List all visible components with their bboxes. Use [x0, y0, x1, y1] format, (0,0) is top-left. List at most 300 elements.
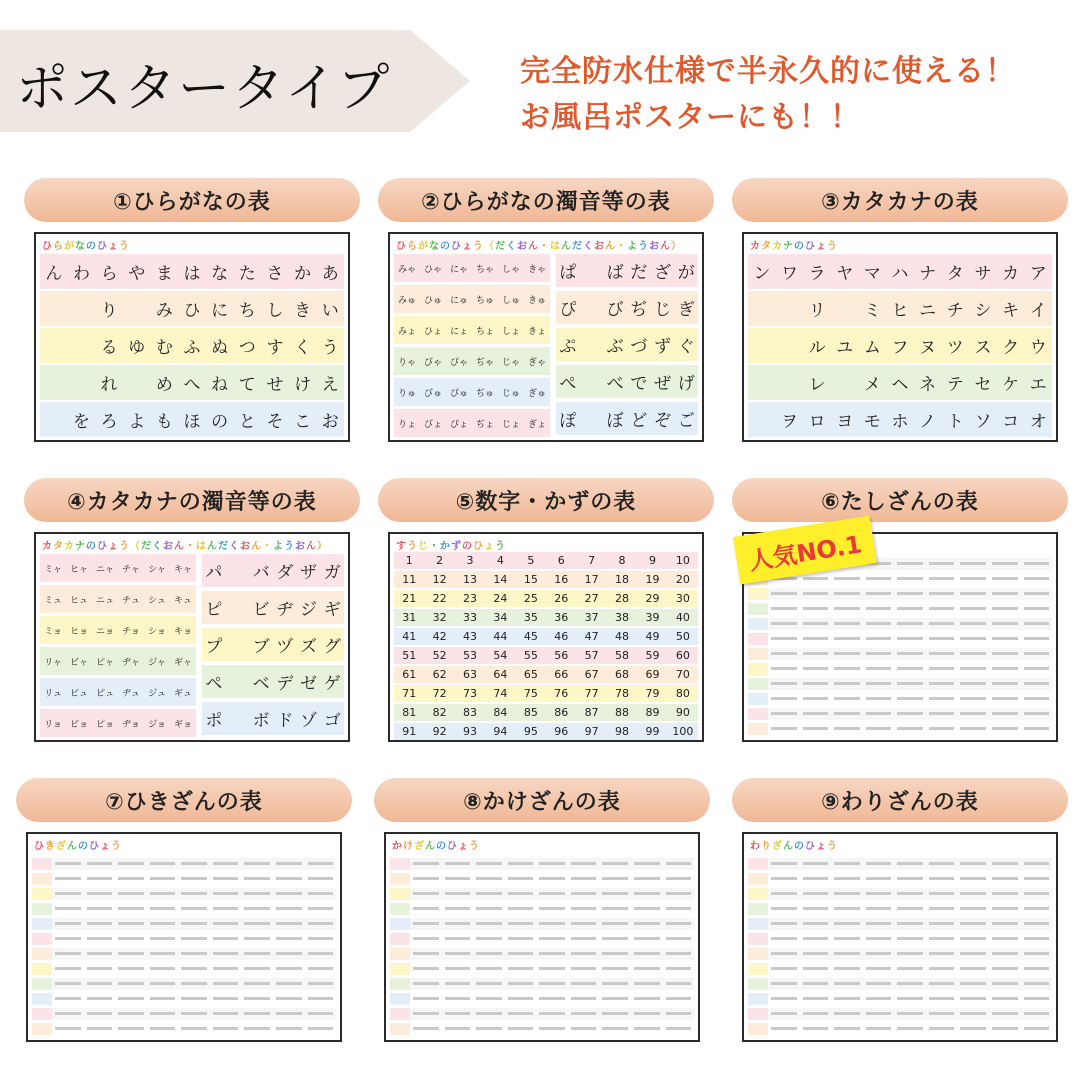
equation-row-head [390, 1023, 410, 1035]
equation-placeholder [508, 892, 534, 895]
number-cell: 75 [523, 687, 538, 700]
kana-cell: へ [183, 375, 201, 395]
product-card-division[interactable] [732, 778, 1068, 1042]
poster-title-char: ざ [56, 841, 66, 852]
kana-cell: サ [974, 264, 992, 284]
youon-cell: じょ [501, 419, 520, 430]
kana-cell [40, 291, 68, 326]
number-cell: 46 [554, 630, 569, 643]
equation-row-head [748, 993, 768, 1005]
kana-cell: ス [974, 338, 992, 358]
equation-placeholder [771, 697, 797, 700]
dakuon-row [556, 254, 698, 287]
equation-placeholder [866, 727, 892, 730]
poster-preview [34, 232, 350, 442]
poster-title-char: タ [761, 241, 771, 252]
poster-title-char: お [517, 241, 527, 252]
number-cell: 44 [493, 630, 508, 643]
equation-placeholder [834, 982, 860, 985]
poster-title-char: ょ [484, 541, 494, 552]
equation-placeholder [181, 952, 207, 955]
number-cell: 14 [493, 573, 508, 586]
equation-placeholder [476, 982, 502, 985]
equation-placeholder [508, 997, 534, 1000]
youon-cell: ぴょ [449, 419, 468, 430]
equation-row [390, 948, 694, 960]
equation-placeholder [866, 1012, 892, 1015]
youon-row [40, 678, 196, 706]
youon-cell: りゃ [397, 357, 416, 368]
kana-cell [68, 328, 96, 363]
number-cell: 74 [493, 687, 508, 700]
equation-placeholder [1024, 967, 1050, 970]
equation-placeholder [244, 922, 270, 925]
equation-placeholder [866, 982, 892, 985]
equation-row-head [748, 633, 768, 645]
youon-cell: ニュ [95, 595, 114, 606]
equation-placeholder [992, 577, 1018, 580]
equation-placeholder [803, 577, 829, 580]
equation-placeholder [445, 1012, 471, 1015]
poster-title-char: （ [130, 541, 140, 552]
kana-cell: タ [946, 264, 964, 284]
youon-cell: ヂュ [122, 688, 140, 699]
dakuon-cell: げ [677, 374, 695, 394]
kana-cell: エ [1029, 375, 1047, 395]
equation-placeholder [992, 877, 1018, 880]
kana-cell [748, 328, 776, 363]
equation-row [748, 963, 1052, 975]
poster-title-char: ょ [458, 841, 468, 852]
dakuon-cell [580, 328, 604, 361]
kana-row [748, 291, 1052, 326]
equation-row-head [390, 993, 410, 1005]
dakuon-cell [580, 291, 604, 324]
equation-placeholder [602, 937, 628, 940]
dakuon-cell: ぎ [677, 300, 695, 320]
equation-placeholder [929, 1027, 955, 1030]
youon-cell: ぢょ [475, 419, 494, 430]
equation-placeholder [539, 1012, 565, 1015]
poster-title-char: ひ [97, 241, 107, 252]
equation-row [32, 1008, 336, 1020]
equation-placeholder [571, 907, 597, 910]
poster-title-char: ん [67, 841, 77, 852]
youon-cell: リョ [44, 719, 62, 730]
equation-row [748, 888, 1052, 900]
equation-placeholder [803, 937, 829, 940]
equation-placeholder [992, 622, 1018, 625]
dakuon-cell: ぐ [677, 337, 695, 357]
kana-cell: え [321, 375, 339, 395]
equation-placeholder [476, 1027, 502, 1030]
youon-cell: みゅ [397, 295, 416, 306]
kana-cell: ト [946, 412, 964, 432]
equation-placeholder [445, 1027, 471, 1030]
product-card-numbers[interactable] [378, 478, 714, 742]
kana-cell: き [294, 301, 312, 321]
equation-placeholder [213, 1012, 239, 1015]
dakuon-cell: ポ [205, 711, 223, 731]
number-cell: 24 [493, 592, 508, 605]
equation-placeholder [571, 952, 597, 955]
equation-placeholder [476, 877, 502, 880]
equation-row-head [32, 993, 52, 1005]
equation-placeholder [897, 667, 923, 670]
equation-placeholder [181, 907, 207, 910]
equation-placeholder [602, 967, 628, 970]
equation-placeholder [213, 937, 239, 940]
poster-title-char: け [403, 841, 413, 852]
kana-cell: コ [1002, 412, 1020, 432]
kana-cell: フ [891, 338, 909, 358]
equation-placeholder [866, 622, 892, 625]
equation-placeholder [508, 952, 534, 955]
equation-placeholder [960, 607, 986, 610]
equation-placeholder [960, 877, 986, 880]
equation-placeholder [929, 952, 955, 955]
equation-placeholder [960, 577, 986, 580]
number-cell: 55 [523, 649, 538, 662]
youon-cell: ちゅ [475, 295, 494, 306]
equation-placeholder [866, 922, 892, 925]
dakuon-cell: ゲ [323, 674, 341, 694]
equation-placeholder [87, 892, 113, 895]
equation-placeholder [539, 922, 565, 925]
poster-title-char: す [396, 541, 406, 552]
equation-placeholder [55, 997, 81, 1000]
equation-placeholder [1024, 1027, 1050, 1030]
equation-row-head [748, 933, 768, 945]
equation-placeholder [929, 907, 955, 910]
poster-title-char: ん [425, 841, 435, 852]
kana-cell [831, 365, 859, 400]
dakuon-cell: ゾ [300, 711, 318, 731]
equation-placeholder [1024, 577, 1050, 580]
number-cell: 89 [645, 706, 660, 719]
equation-placeholder [866, 652, 892, 655]
equation-placeholder [445, 862, 471, 865]
equation-placeholder [1024, 667, 1050, 670]
equation-placeholder [803, 667, 829, 670]
kana-cell: や [128, 264, 146, 284]
equation-placeholder [929, 712, 955, 715]
kana-cell: は [183, 264, 201, 284]
equation-placeholder [276, 922, 302, 925]
tagline-waterproof: 完全防水仕様で半永久的に使える！ [520, 54, 1016, 89]
number-cell: 92 [432, 725, 447, 738]
equation-placeholder [771, 607, 797, 610]
kana-cell: ム [863, 338, 881, 358]
youon-cell: ちょ [475, 326, 494, 337]
number-cell: 17 [584, 573, 599, 586]
kana-cell [40, 402, 68, 437]
kana-cell: を [72, 412, 90, 432]
equation-placeholder [1024, 877, 1050, 880]
youon-cell: にゃ [450, 264, 468, 275]
number-row [394, 628, 698, 645]
kana-cell: た [238, 264, 256, 284]
equation-placeholder [539, 907, 565, 910]
equation-placeholder [866, 907, 892, 910]
kana-row [40, 254, 344, 289]
dakuon-row [556, 402, 698, 435]
equation-placeholder [413, 937, 439, 940]
product-card-hiragana[interactable] [24, 178, 360, 442]
poster-preview [742, 232, 1058, 442]
equation-placeholder [445, 892, 471, 895]
number-cell: 50 [675, 630, 690, 643]
equation-row [32, 903, 336, 915]
kana-row [40, 402, 344, 437]
equation-placeholder [413, 1027, 439, 1030]
equation-placeholder [992, 697, 1018, 700]
equation-placeholder [602, 1027, 628, 1030]
poster-title-char: が [64, 241, 74, 252]
equation-row [32, 1023, 336, 1035]
equation-placeholder [992, 607, 1018, 610]
equation-placeholder [213, 907, 239, 910]
equation-placeholder [834, 712, 860, 715]
equation-placeholder [244, 1012, 270, 1015]
equation-placeholder [1024, 952, 1050, 955]
equation-placeholder [150, 922, 176, 925]
number-cell: 28 [615, 592, 630, 605]
kana-cell [68, 291, 96, 326]
equation-placeholder [771, 682, 797, 685]
equation-row [390, 888, 694, 900]
dakuon-cell: ぴ [559, 300, 577, 320]
equation-placeholder [803, 982, 829, 985]
poster-title-char: ひ [396, 241, 406, 252]
poster-title-char: の [436, 841, 446, 852]
youon-cell: チャ [122, 564, 140, 575]
poster-preview [384, 832, 700, 1042]
poster-title-char: ・ [262, 541, 272, 552]
equation-placeholder [213, 892, 239, 895]
equation-placeholder [834, 637, 860, 640]
equation-row [748, 1008, 1052, 1020]
product-card-katakana-dakuon[interactable] [24, 478, 360, 742]
number-cell: 2 [436, 554, 444, 567]
equation-row [32, 933, 336, 945]
equation-placeholder [960, 712, 986, 715]
poster-title-char: ざ [772, 841, 782, 852]
kana-cell: て [238, 375, 256, 395]
equation-placeholder [897, 982, 923, 985]
equation-row [32, 963, 336, 975]
number-cell: 78 [615, 687, 630, 700]
equation-placeholder [87, 862, 113, 865]
equation-placeholder [771, 952, 797, 955]
kana-cell: マ [863, 264, 881, 284]
equation-row [748, 933, 1052, 945]
equation-placeholder [634, 997, 660, 1000]
poster-title-char: ず [451, 541, 461, 552]
kana-cell [776, 291, 804, 326]
poster-title-char: ん [306, 541, 316, 552]
number-cell: 67 [584, 668, 599, 681]
equation-row [748, 663, 1052, 675]
equation-placeholder [771, 877, 797, 880]
equation-placeholder [771, 622, 797, 625]
poster-title-char: の [78, 841, 88, 852]
equation-placeholder [118, 862, 144, 865]
equation-row [748, 648, 1052, 660]
equation-row-head [390, 948, 410, 960]
equation-placeholder [150, 982, 176, 985]
poster-title-char: ひ [97, 541, 107, 552]
number-cell: 49 [645, 630, 660, 643]
number-cell: 3 [466, 554, 474, 567]
equation-placeholder [508, 922, 534, 925]
product-card-hiragana-dakuon[interactable] [378, 178, 714, 442]
number-cell: 47 [584, 630, 599, 643]
equation-placeholder [1024, 892, 1050, 895]
number-cell: 99 [645, 725, 660, 738]
equation-row-head [32, 873, 52, 885]
equation-placeholder [55, 907, 81, 910]
poster-title-char: ょ [816, 241, 826, 252]
number-cell: 20 [675, 573, 690, 586]
youon-cell: ミュ [44, 595, 62, 606]
kana-cell: う [321, 338, 339, 358]
kana-cell: こ [294, 412, 312, 432]
kana-cell: カ [1002, 264, 1020, 284]
equation-placeholder [308, 907, 334, 910]
youon-row [40, 616, 196, 644]
poster-title-char: ひ [42, 241, 52, 252]
equation-placeholder [803, 682, 829, 685]
equation-placeholder [929, 727, 955, 730]
equation-placeholder [666, 907, 692, 910]
equation-row-head [390, 888, 410, 900]
youon-cell: ビュ [69, 688, 88, 699]
kana-cell: レ [808, 375, 826, 395]
poster-title-char: く [152, 541, 162, 552]
kana-cell: の [211, 412, 229, 432]
number-cell: 27 [584, 592, 599, 605]
number-cell: 68 [615, 668, 630, 681]
equation-placeholder [992, 592, 1018, 595]
equation-placeholder [960, 892, 986, 895]
equation-placeholder [87, 877, 113, 880]
poster-title-char: よ [273, 541, 283, 552]
equation-placeholder [571, 997, 597, 1000]
equation-placeholder [929, 562, 955, 565]
product-card-katakana[interactable] [732, 178, 1068, 442]
equation-placeholder [834, 1027, 860, 1030]
equation-placeholder [308, 952, 334, 955]
product-card-multiplication[interactable] [374, 778, 710, 1042]
poster-title-char: り [761, 841, 771, 852]
number-cell: 88 [615, 706, 630, 719]
equation-placeholder [571, 922, 597, 925]
youon-cell: しゃ [501, 264, 520, 275]
product-card-addition[interactable] [732, 478, 1068, 742]
equation-placeholder [413, 967, 439, 970]
dakuon-cell: ゼ [300, 674, 318, 694]
equation-placeholder [244, 892, 270, 895]
equation-placeholder [929, 937, 955, 940]
equation-row [748, 993, 1052, 1005]
equation-placeholder [634, 922, 660, 925]
equation-placeholder [445, 922, 471, 925]
youon-row [394, 254, 550, 282]
number-cell: 87 [584, 706, 599, 719]
equation-placeholder [445, 907, 471, 910]
youon-cell: リュ [44, 688, 62, 699]
equation-row [748, 1023, 1052, 1035]
poster-title-char: ひ [34, 841, 44, 852]
poster-title-char: ら [53, 241, 63, 252]
number-cell: 84 [493, 706, 508, 719]
equation-placeholder [771, 982, 797, 985]
equation-placeholder [55, 922, 81, 925]
dakuon-cell: ベ [252, 674, 270, 694]
equation-placeholder [866, 607, 892, 610]
youon-cell: ビョ [69, 719, 88, 730]
number-cell: 62 [432, 668, 447, 681]
equation-row [390, 918, 694, 930]
kana-cell: な [211, 264, 229, 284]
number-row [394, 609, 698, 626]
equation-row-head [748, 663, 768, 675]
equation-placeholder [413, 997, 439, 1000]
kana-cell: そ [266, 412, 284, 432]
product-card-subtraction[interactable] [16, 778, 352, 1042]
equation-placeholder [960, 997, 986, 1000]
equation-placeholder [508, 937, 534, 940]
equation-row [32, 888, 336, 900]
kana-cell: に [211, 301, 229, 321]
youon-cell: ひゅ [423, 295, 442, 306]
equation-placeholder [866, 592, 892, 595]
equation-placeholder [1024, 937, 1050, 940]
kana-cell: つ [238, 338, 256, 358]
equation-placeholder [1024, 997, 1050, 1000]
number-cell: 4 [496, 554, 504, 567]
equation-placeholder [276, 877, 302, 880]
equation-placeholder [571, 892, 597, 895]
poster-title-char: う [119, 541, 129, 552]
dakuon-cell: ダ [276, 563, 294, 583]
equation-placeholder [666, 937, 692, 940]
poster-title-char: な [75, 241, 85, 252]
number-cell: 77 [584, 687, 599, 700]
equation-placeholder [803, 997, 829, 1000]
equation-placeholder [55, 1027, 81, 1030]
equation-placeholder [213, 922, 239, 925]
equation-placeholder [803, 952, 829, 955]
youon-cell: ぎゃ [527, 357, 546, 368]
poster-title-char: ん [561, 241, 571, 252]
equation-placeholder [244, 982, 270, 985]
equation-placeholder [445, 952, 471, 955]
equation-placeholder [992, 922, 1018, 925]
equation-placeholder [1024, 712, 1050, 715]
poster-title-char: う [284, 541, 294, 552]
equation-placeholder [866, 712, 892, 715]
equation-placeholder [181, 937, 207, 940]
equation-placeholder [308, 982, 334, 985]
poster-title-char: ナ [783, 241, 793, 252]
youon-row [40, 647, 196, 675]
equation-placeholder [539, 862, 565, 865]
equation-placeholder [803, 697, 829, 700]
kana-cell: ひ [183, 301, 201, 321]
poster-title [750, 237, 837, 252]
